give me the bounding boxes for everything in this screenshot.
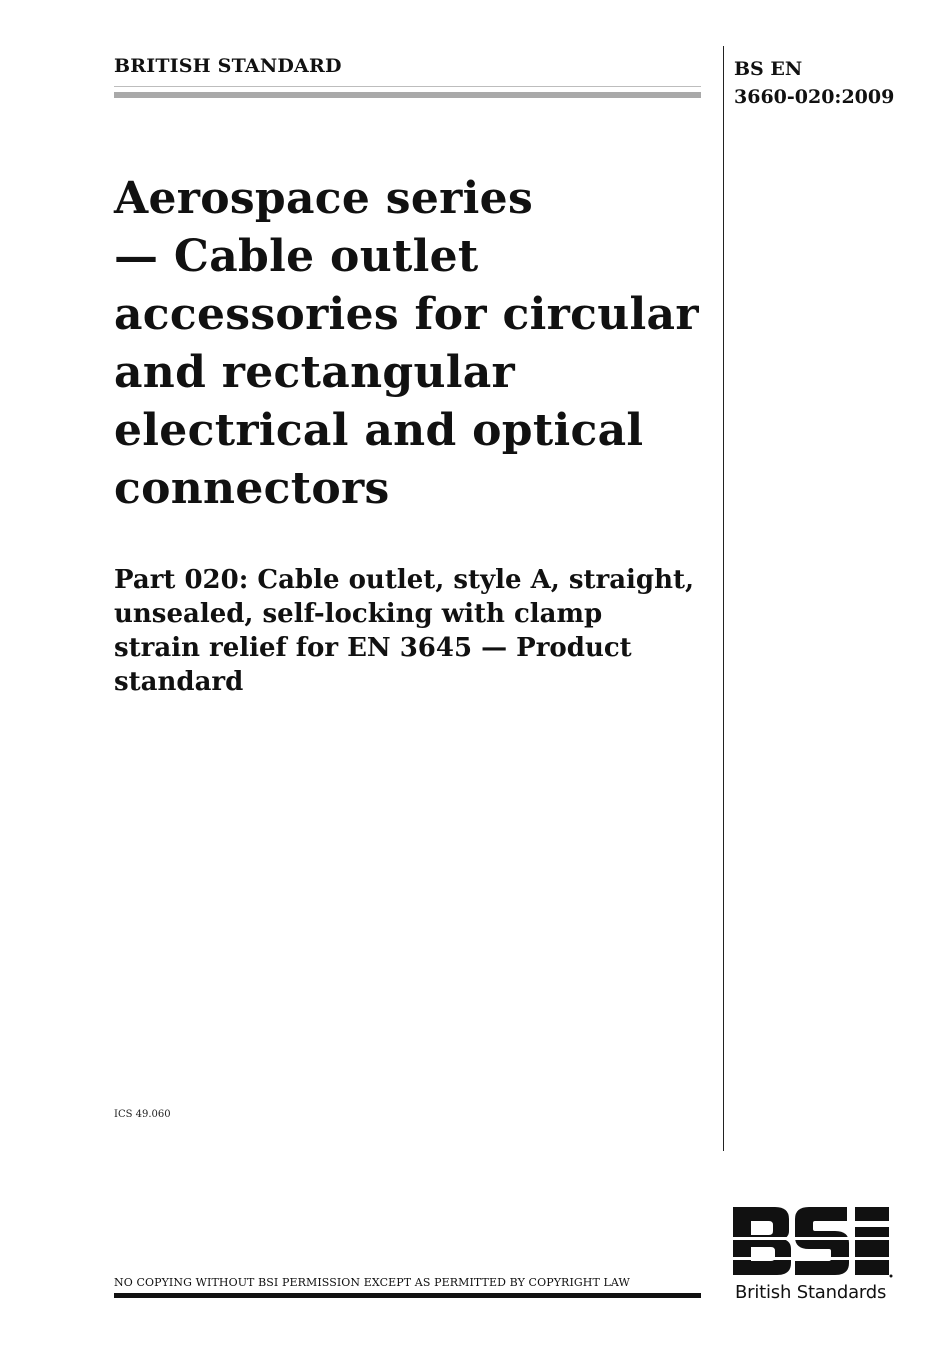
footer-divider	[114, 1293, 701, 1298]
column-divider	[723, 46, 724, 1151]
subtitle-line: standard	[114, 667, 244, 697]
title-line: connectors	[114, 463, 390, 514]
header-divider-thick	[114, 92, 701, 98]
document-number-line: BS EN	[734, 58, 803, 80]
subtitle-line: unsealed, self-locking with clamp	[114, 599, 603, 629]
document-number-line: 3660-020:2009	[734, 86, 895, 108]
title-line: and rectangular	[114, 347, 516, 398]
bsi-wordmark: British Standards	[735, 1282, 887, 1303]
ics-code: ICS 49.060	[114, 1109, 171, 1120]
title-line: electrical and optical	[114, 405, 644, 456]
title-line: Aerospace series	[114, 173, 534, 224]
document-title	[114, 170, 714, 518]
document-subtitle	[114, 563, 714, 699]
title-line: — Cable outlet	[114, 231, 479, 282]
copyright-notice: NO COPYING WITHOUT BSI PERMISSION EXCEPT AS PERMITTED BY COPYRIGHT LAW	[114, 1276, 630, 1289]
header-divider-thin	[114, 86, 701, 87]
title-line: accessories for circular	[114, 289, 699, 340]
subtitle-line: strain relief for EN 3645 — Product	[114, 633, 632, 663]
standard-type-label: BRITISH STANDARD	[114, 55, 342, 77]
document-number	[734, 55, 934, 111]
subtitle-line: Part 020: Cable outlet, style A, straight,	[114, 565, 695, 595]
